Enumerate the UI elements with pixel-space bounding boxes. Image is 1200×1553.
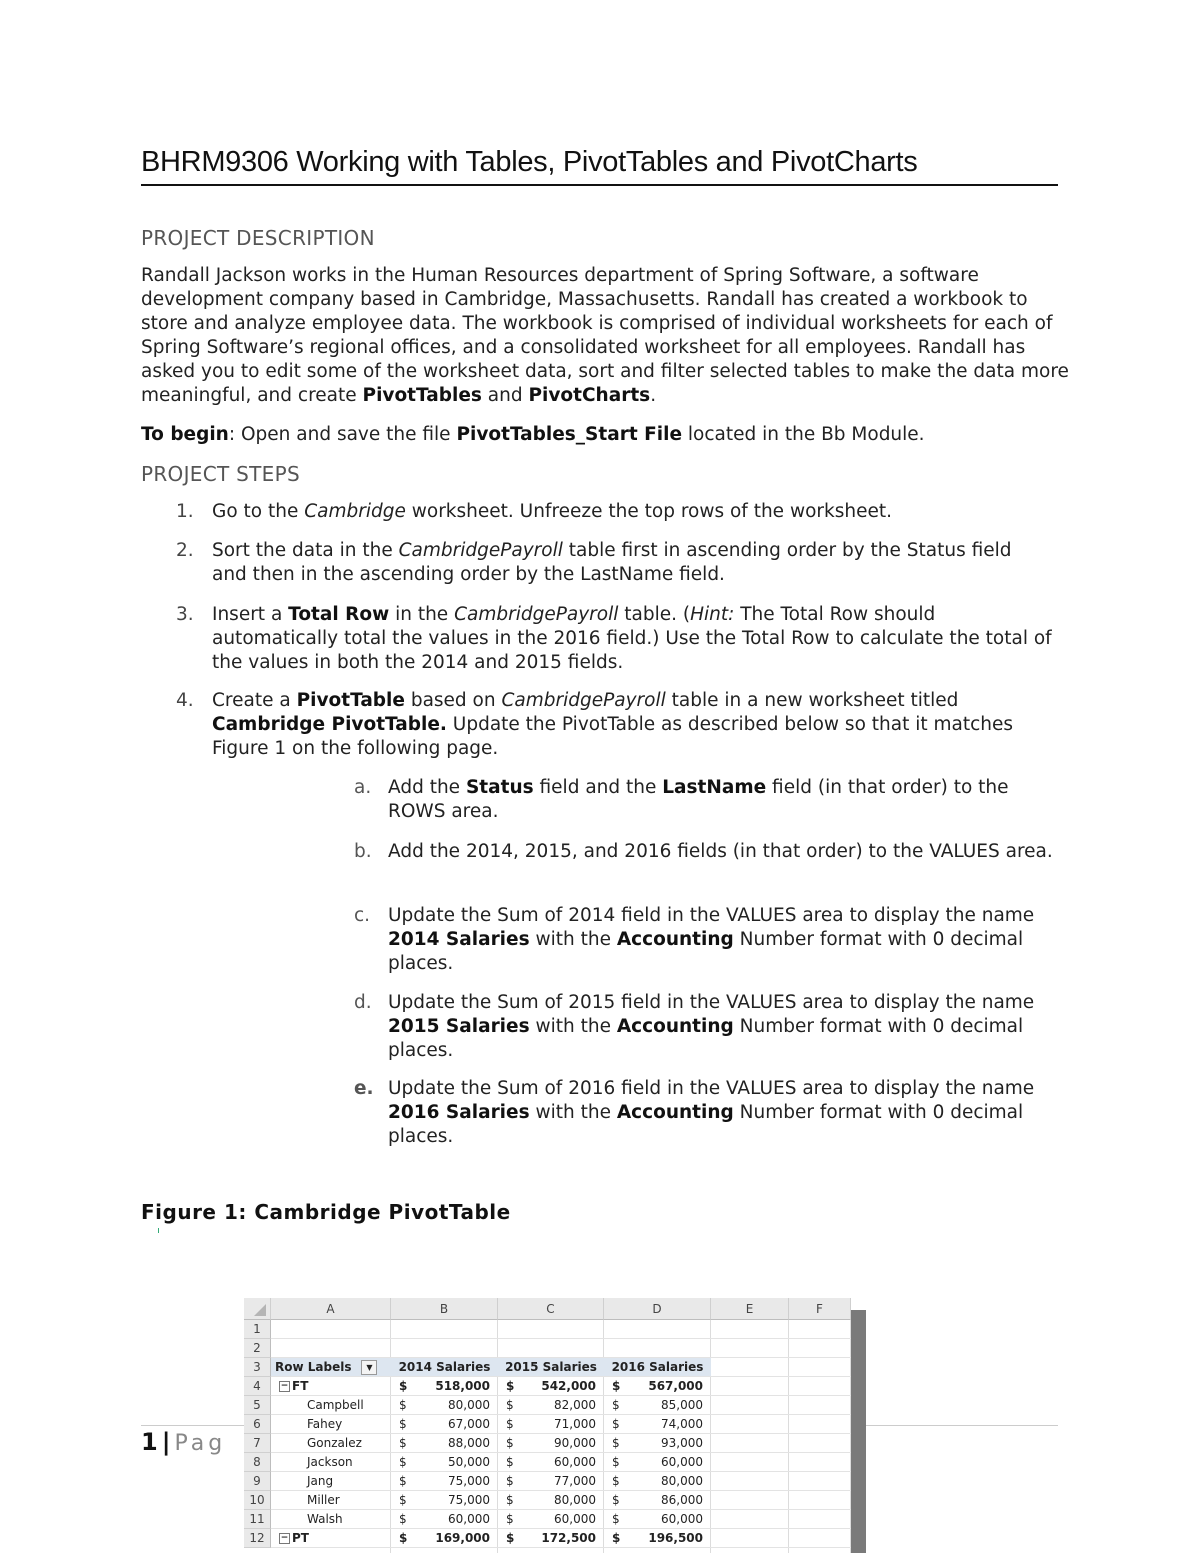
pivot-value-cell [604, 1529, 711, 1548]
amount: 85,000 [661, 1398, 703, 1412]
pivot-value-cell [391, 1453, 498, 1472]
pivot-value-cell [498, 1529, 604, 1548]
amount: 88,000 [448, 1436, 490, 1450]
currency-symbol: $ [506, 1531, 515, 1545]
currency-symbol: $ [612, 1512, 620, 1526]
description-paragraph [141, 264, 1071, 408]
currency-symbol: $ [506, 1493, 514, 1507]
column-header-c[interactable]: C [498, 1298, 604, 1320]
substep-letter: b. [354, 841, 372, 862]
row-label-text: Gonzalez [307, 1436, 362, 1450]
pivot-table-screenshot [244, 1298, 851, 1553]
row-header-2[interactable]: 2 [244, 1339, 271, 1358]
step-text: Insert a [212, 604, 289, 625]
filter-dropdown-icon[interactable]: ▼ [361, 1360, 377, 1375]
row-label-text: FT [292, 1379, 309, 1393]
step-text: in the [389, 604, 455, 625]
currency-symbol: $ [399, 1398, 407, 1412]
amount: 86,000 [661, 1493, 703, 1507]
row-label-text: Campbell [307, 1398, 364, 1412]
column-header-d[interactable]: D [604, 1298, 711, 1320]
amount: 67,000 [448, 1417, 490, 1431]
sheet-shadow [851, 1310, 866, 1553]
footer-page-word: Pag [174, 1431, 227, 1456]
amount: 74,000 [661, 1417, 703, 1431]
row-label-text: Jackson [307, 1455, 353, 1469]
step-number: 3. [176, 604, 194, 625]
project-steps-heading: PROJECT STEPS [141, 462, 300, 486]
amount: 567,000 [648, 1379, 703, 1393]
substep-text: Number format with 0 decimal places. [388, 1016, 1024, 1061]
pivot-value-cell [604, 1510, 711, 1529]
substep-d [354, 991, 1058, 1063]
begin-text-2: located in the Bb Module. [682, 424, 925, 445]
step-italic: Hint: [690, 604, 735, 625]
column-header-e[interactable]: E [711, 1298, 789, 1320]
amount: 80,000 [448, 1398, 490, 1412]
pivot-value-cell [391, 1377, 498, 1396]
currency-symbol: $ [506, 1512, 514, 1526]
step-text: Create a [212, 690, 297, 711]
substep-text: Add the [388, 777, 466, 798]
step-text: based on [404, 690, 502, 711]
substep-a [354, 776, 1068, 824]
amount: 60,000 [448, 1512, 490, 1526]
pivot-value-cell [604, 1453, 711, 1472]
amount: 518,000 [435, 1379, 490, 1393]
amount: 75,000 [448, 1474, 490, 1488]
document-title: BHRM9306 Working with Tables, PivotTables and PivotCharts [141, 146, 918, 178]
step-bold: PivotTable [296, 690, 405, 711]
row-header-1[interactable]: 1 [244, 1320, 271, 1339]
pivot-value-cell [498, 1396, 604, 1415]
row-label-text: Walsh [307, 1512, 343, 1526]
step-text: table first in ascending order by the Status field and then in the ascending order by the LastName field. [212, 540, 1012, 585]
page-footer [141, 1428, 226, 1456]
row-header-10[interactable]: 10 [244, 1491, 271, 1510]
pivot-value-cell [498, 1472, 604, 1491]
row-label-text: Miller [307, 1493, 340, 1507]
pivot-value-header: 2015 Salaries [505, 1360, 597, 1374]
row-header-7[interactable]: 7 [244, 1434, 271, 1453]
begin-label: To begin [141, 424, 229, 445]
amount: 60,000 [661, 1512, 703, 1526]
row-header-12[interactable]: 12 [244, 1529, 271, 1548]
title-underline [141, 184, 1058, 186]
pivot-row-labels-header: Row Labels ▼ [275, 1358, 391, 1377]
amount: 60,000 [661, 1455, 703, 1469]
step-italic: CambridgePayroll [398, 540, 563, 561]
step-number: 4. [176, 690, 194, 711]
collapse-icon[interactable]: − [280, 1533, 289, 1543]
step-number: 1. [176, 501, 194, 522]
amount: 77,000 [554, 1474, 596, 1488]
substep-c [354, 904, 1058, 976]
description-text-2: and [481, 385, 529, 406]
currency-symbol: $ [399, 1493, 407, 1507]
step-text: Go to the [212, 501, 305, 522]
substep-b [354, 840, 1068, 864]
currency-symbol: $ [506, 1455, 514, 1469]
currency-symbol: $ [506, 1398, 514, 1412]
row-label-text: Jang [307, 1474, 334, 1488]
substep-text: with the [529, 929, 617, 950]
amount: 196,500 [648, 1531, 703, 1545]
currency-symbol: $ [399, 1512, 407, 1526]
substep-bold: 2014 Salaries [388, 929, 530, 950]
pivot-value-cell [498, 1510, 604, 1529]
currency-symbol: $ [506, 1436, 514, 1450]
pivot-value-cell [391, 1472, 498, 1491]
currency-symbol: $ [399, 1531, 408, 1545]
currency-symbol: $ [399, 1417, 407, 1431]
amount: 75,000 [448, 1493, 490, 1507]
substep-bold: Accounting [616, 929, 734, 950]
currency-symbol: $ [612, 1436, 620, 1450]
substep-letter: a. [354, 777, 372, 798]
description-bold-1: PivotTables [362, 385, 482, 406]
description-text-3: . [650, 385, 657, 406]
column-header-f[interactable]: F [789, 1298, 851, 1320]
currency-symbol: $ [399, 1455, 407, 1469]
pivot-value-cell [498, 1377, 604, 1396]
pivot-value-header: 2016 Salaries [611, 1360, 704, 1374]
currency-symbol: $ [399, 1474, 407, 1488]
row-header-5[interactable]: 5 [244, 1396, 271, 1415]
amount: 90,000 [554, 1436, 596, 1450]
step-italic: CambridgePayroll [501, 690, 666, 711]
step-bold: Total Row [288, 604, 390, 625]
begin-paragraph [141, 423, 1071, 447]
substep-text: with the [529, 1016, 617, 1037]
step-2 [176, 539, 1042, 587]
begin-file: PivotTables_Start File [456, 424, 682, 445]
select-all-corner [244, 1298, 271, 1320]
substep-bold: 2015 Salaries [388, 1016, 530, 1037]
currency-symbol: $ [612, 1417, 620, 1431]
pivot-value-cell [604, 1491, 711, 1510]
pivot-value-cell [391, 1529, 498, 1548]
pivot-value-cell [604, 1396, 711, 1415]
pivot-value-cell [391, 1434, 498, 1453]
row-header-11[interactable]: 11 [244, 1510, 271, 1529]
pivot-value-cell [604, 1434, 711, 1453]
pivot-group-row-label[interactable] [279, 1377, 389, 1396]
currency-symbol: $ [612, 1531, 621, 1545]
amount: 172,500 [541, 1531, 596, 1545]
step-italic: Cambridge [304, 501, 406, 522]
pivot-value-cell [391, 1396, 498, 1415]
substep-letter: e. [354, 1078, 374, 1099]
substep-bold: Status [465, 777, 534, 798]
step-1 [176, 500, 1072, 524]
column-header-a[interactable]: A [271, 1298, 391, 1320]
row-header-4[interactable]: 4 [244, 1377, 271, 1396]
step-text: The Total Row should automatically total the values in the 2016 field.) Use the Total Row to calculate the total of the values in both the 2014 and 2015 fields. [212, 604, 1052, 673]
step-4 [176, 689, 1042, 761]
begin-text-1: : Open and save the file [228, 424, 457, 445]
substep-text: Add the 2014, 2015, and 2016 fields (in that order) to the VALUES area. [388, 841, 1053, 862]
currency-symbol: $ [506, 1417, 514, 1431]
grid-line-horizontal [271, 1338, 851, 1339]
pivot-value-cell [604, 1415, 711, 1434]
amount: 60,000 [554, 1455, 596, 1469]
row-label-text: PT [292, 1531, 309, 1545]
currency-symbol: $ [612, 1493, 620, 1507]
page-number: 1 [141, 1428, 158, 1456]
step-bold: Cambridge PivotTable. [212, 714, 447, 735]
pivot-value-cell [498, 1491, 604, 1510]
substep-bold: LastName [662, 777, 767, 798]
select-all-triangle-icon [244, 1298, 271, 1320]
substep-e [354, 1077, 1058, 1149]
pivot-value-cell [604, 1472, 711, 1491]
step-text: Update the PivotTable as described below so that it matches Figure 1 on the following page. [212, 714, 1014, 759]
footer-separator: | [161, 1428, 171, 1456]
pivot-value-cell [604, 1377, 711, 1396]
currency-symbol: $ [506, 1379, 515, 1393]
amount: 169,000 [435, 1531, 490, 1545]
step-3 [176, 603, 1057, 675]
step-number: 2. [176, 540, 194, 561]
substep-bold: Accounting [616, 1016, 734, 1037]
step-italic: CambridgePayroll [454, 604, 619, 625]
step-text: table. ( [618, 604, 691, 625]
pivot-group-row-label[interactable] [279, 1529, 389, 1548]
column-header-b[interactable]: B [391, 1298, 498, 1320]
cursor-mark [158, 1228, 159, 1233]
currency-symbol: $ [612, 1379, 621, 1393]
pivot-value-cell [498, 1434, 604, 1453]
row-header-6[interactable]: 6 [244, 1415, 271, 1434]
substep-text: with the [529, 1102, 617, 1123]
pivot-value-header: 2014 Salaries [398, 1360, 491, 1374]
amount: 50,000 [448, 1455, 490, 1469]
substep-letter: d. [354, 992, 372, 1013]
description-bold-2: PivotCharts [528, 385, 651, 406]
pivot-value-cell [391, 1510, 498, 1529]
pivot-value-cell [498, 1415, 604, 1434]
description-text-1: Randall Jackson works in the Human Resources department of Spring Software, a software development company based in Cambridge, Massachusetts. Randall has created a workbook to store and analyze employee data. The workbook is comprised of individual worksheets for each of Spring Software’s regional offices, and a consolidated worksheet for all employees. Randall has asked you to edit some of the worksheet data, sort and filter selected tables to make the data more meaningful, and create [141, 265, 1069, 406]
currency-symbol: $ [506, 1474, 514, 1488]
amount: 80,000 [554, 1493, 596, 1507]
pivot-value-cell [391, 1491, 498, 1510]
row-header-9[interactable]: 9 [244, 1472, 271, 1491]
row-header-8[interactable]: 8 [244, 1453, 271, 1472]
amount: 71,000 [554, 1417, 596, 1431]
pivot-value-cell [498, 1453, 604, 1472]
step-text: worksheet. Unfreeze the top rows of the worksheet. [405, 501, 892, 522]
substep-text: Update the Sum of 2014 field in the VALUES area to display the name [388, 905, 1035, 926]
currency-symbol: $ [612, 1398, 620, 1412]
project-description-heading: PROJECT DESCRIPTION [141, 226, 375, 250]
substep-text: Number format with 0 decimal places. [388, 929, 1024, 974]
substep-bold: 2016 Salaries [388, 1102, 530, 1123]
pivot-value-cell [391, 1415, 498, 1434]
substep-text: Update the Sum of 2015 field in the VALUES area to display the name [388, 992, 1035, 1013]
amount: 80,000 [661, 1474, 703, 1488]
substep-text: field (in that order) to the ROWS area. [388, 777, 1009, 822]
amount: 93,000 [661, 1436, 703, 1450]
substep-text: field and the [533, 777, 663, 798]
grid-line-vertical [850, 1320, 851, 1553]
step-text: table in a new worksheet titled [665, 690, 959, 711]
amount: 542,000 [541, 1379, 596, 1393]
currency-symbol: $ [612, 1474, 620, 1488]
row-label-text: Fahey [307, 1417, 343, 1431]
currency-symbol: $ [612, 1455, 620, 1469]
row-header-3[interactable]: 3 [244, 1358, 271, 1377]
step-text: Sort the data in the [212, 540, 399, 561]
currency-symbol: $ [399, 1379, 408, 1393]
grid-line-vertical [788, 1320, 789, 1553]
collapse-icon[interactable]: − [280, 1381, 289, 1391]
substep-text: Update the Sum of 2016 field in the VALUES area to display the name [388, 1078, 1035, 1099]
figure-caption: Figure 1: Cambridge PivotTable [141, 1200, 511, 1224]
substep-bold: Accounting [616, 1102, 734, 1123]
amount: 60,000 [554, 1512, 596, 1526]
currency-symbol: $ [399, 1436, 407, 1450]
substep-letter: c. [354, 905, 371, 926]
substep-text: Number format with 0 decimal places. [388, 1102, 1024, 1147]
amount: 82,000 [554, 1398, 596, 1412]
